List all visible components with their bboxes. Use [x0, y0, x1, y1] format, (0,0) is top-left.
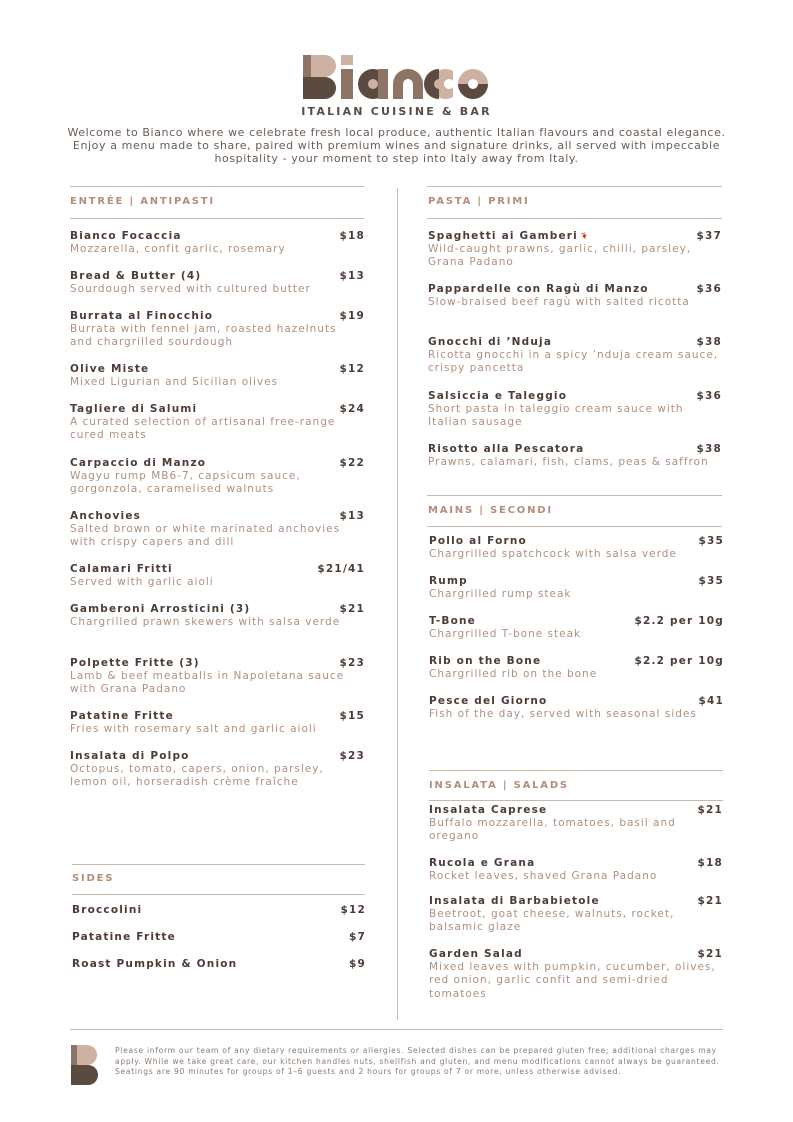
menu-item-name: [428, 443, 724, 456]
menu-item: [428, 283, 724, 309]
menu-item-description: Mixed leaves with pumpkin, cucumber, olives, red onion, garlic confit and semi-dried tomatoes: [429, 961, 716, 1000]
menu-item-name-text: Olive Miste: [70, 363, 150, 375]
menu-item-description: Fish of the day, served with seasonal sides: [429, 708, 697, 720]
menu-item-name-text: Tagliere di Salumi: [70, 403, 198, 415]
menu-item-name: [428, 230, 724, 243]
side-item-price: $12: [340, 904, 366, 916]
sides-rule-bottom: [72, 894, 365, 895]
menu-item-name: [429, 804, 725, 817]
side-item-name: Patatine Fritte: [72, 931, 176, 943]
menu-item: [429, 615, 725, 641]
menu-item-name-text: Garden Salad: [429, 948, 523, 960]
menu-item-name: [70, 403, 370, 416]
menu-item-name-text: Rump: [429, 575, 468, 587]
menu-item-name: [429, 895, 725, 908]
menu-item-price: $21: [339, 603, 365, 615]
menu-item-description: Rocket leaves, shaved Grana Padano: [429, 870, 658, 882]
menu-item-description: Chargrilled rump steak: [429, 588, 572, 600]
menu-item: [70, 750, 370, 790]
side-item-price: $7: [348, 931, 366, 943]
mains-rule-bottom: [427, 526, 722, 527]
side-item-name: Roast Pumpkin & Onion: [72, 958, 238, 970]
menu-item-name: [70, 363, 370, 376]
menu-item-name: [428, 283, 724, 296]
column-divider: [397, 188, 398, 1020]
menu-item-name: [70, 710, 370, 723]
menu-item-name-text: Carpaccio di Manzo: [70, 457, 207, 469]
menu-item: [70, 710, 370, 736]
salads-rule-bottom: [429, 800, 723, 801]
menu-item-name: [70, 310, 370, 323]
menu-item: [70, 310, 370, 350]
menu-item-price: $38: [696, 443, 722, 455]
menu-item-price: $19: [339, 310, 365, 322]
menu-item-description: Octopus, tomato, capers, onion, parsley, lemon oil, horseradish crème fraîche: [70, 763, 324, 789]
menu-item-description: Slow-braised beef ragù with salted ricotta: [428, 296, 690, 308]
menu-item-description: Fries with rosemary salt and garlic aioli: [70, 723, 317, 735]
menu-item-name-text: Polpette Fritte (3): [70, 657, 200, 669]
menu-item-name-text: Gnocchi di ’Nduja: [428, 336, 553, 348]
menu-item-price: $12: [339, 363, 365, 375]
menu-item: [429, 857, 725, 883]
brand-tagline: ITALIAN CUISINE & BAR: [301, 105, 492, 118]
menu-item-price: $18: [339, 230, 365, 242]
menu-item-price: $35: [698, 535, 724, 547]
mains-rule-top: [427, 495, 722, 496]
side-item-name: Broccolini: [72, 904, 143, 916]
menu-item-name-text: Burrata al Finocchio: [70, 310, 214, 322]
menu-item-name-text: Rucola e Grana: [429, 857, 536, 869]
footer-note: Please inform our team of any dietary requirements or allergies. Selected dishes can be prepared gluten free; additional charges may apply. While we take great care, our kitchen handles nuts, shellfish and gluten, and menu modifications cannot always be guaranteed. Seatings are 90 minutes for groups of 1–6 guests and 2 hours for groups of 7 or more, unless otherwise advised.: [115, 1046, 720, 1076]
menu-item-name-text: Rib on the Bone: [429, 655, 542, 667]
footer-rule: [70, 1029, 723, 1030]
menu-item-price: $24: [339, 403, 365, 415]
menu-item-description: Chargrilled prawn skewers with salsa verde: [70, 616, 341, 628]
menu-item-name-text: Anchovies: [70, 510, 142, 522]
menu-item-description: Chargrilled spatchcock with salsa verde: [429, 548, 677, 560]
menu-item-name-text: Risotto alla Pescatora: [428, 443, 585, 455]
menu-item-name: [70, 510, 370, 523]
menu-item-name-text: Salsiccia e Taleggio: [428, 390, 568, 402]
menu-item-name-text: Pollo al Forno: [429, 535, 527, 547]
pasta-rule-bottom: [427, 218, 722, 219]
menu-item-description: Wagyu rump MB6-7, capsicum sauce, gorgonzola, caramelised walnuts: [70, 470, 301, 496]
menu-item-name: [429, 857, 725, 870]
menu-item-name: [70, 457, 370, 470]
sides-rule-top: [72, 864, 365, 865]
menu-item-name-text: Pappardelle con Ragù di Manzo: [428, 283, 649, 295]
menu-item-name-text: Pesce del Giorno: [429, 695, 548, 707]
menu-item-price: $22: [339, 457, 365, 469]
menu-item: [429, 948, 725, 1001]
chili-icon: ❧: [576, 229, 591, 244]
menu-item: [70, 363, 370, 389]
menu-item-price: $15: [339, 710, 365, 722]
antipasti-rule-top: [70, 186, 364, 187]
menu-item-description: Chargrilled T-bone steak: [429, 628, 582, 640]
menu-item: [429, 655, 725, 681]
menu-item-name: [70, 750, 370, 763]
menu-item: [70, 603, 370, 629]
menu-item-price: $21: [697, 895, 723, 907]
menu-item: [428, 390, 724, 430]
menu-item: [70, 457, 370, 497]
menu-item-price: $18: [697, 857, 723, 869]
menu-item-price: $13: [339, 510, 365, 522]
menu-item: [429, 535, 725, 561]
menu-item-name-text: Bread & Butter (4): [70, 270, 202, 282]
menu-item-description: Prawns, calamari, fish, clams, peas & saffron: [428, 456, 709, 468]
menu-item-price: $21: [697, 804, 723, 816]
menu-item-name-text: Bianco Focaccia: [70, 230, 182, 242]
menu-item-description: Short pasta in taleggio cream sauce with Italian sausage: [428, 403, 684, 429]
menu-item: [429, 695, 725, 721]
menu-item-description: A curated selection of artisanal free-range cured meats: [70, 416, 336, 442]
menu-item-name: [70, 270, 370, 283]
salads-rule-top: [429, 770, 723, 771]
menu-item-price: $21: [697, 948, 723, 960]
menu-item-name: [428, 390, 724, 403]
menu-item: [70, 657, 370, 697]
antipasti-rule-bottom: [70, 218, 364, 219]
menu-item: [429, 575, 725, 601]
menu-item-description: Ricotta gnocchi in a spicy ’nduja cream sauce, crispy pancetta: [428, 349, 719, 375]
bianco-monogram-icon: [71, 1045, 99, 1085]
menu-item-name: [70, 230, 370, 243]
bianco-logo: [303, 55, 493, 99]
mains-title: MAINS | SECONDI: [428, 505, 553, 516]
menu-item-price: $2.2 per 10g: [634, 655, 724, 667]
menu-item-name-text: Gamberoni Arrosticini (3): [70, 603, 251, 615]
menu-item-name-text: Patatine Fritte: [70, 710, 174, 722]
menu-item-description: Chargrilled rib on the bone: [429, 668, 598, 680]
menu-item-name: [429, 535, 725, 548]
menu-item: [70, 563, 370, 589]
side-item-price: $9: [348, 958, 366, 970]
menu-item: [70, 230, 370, 256]
menu-item: [428, 443, 724, 469]
menu-item-name-text: Insalata di Polpo: [70, 750, 190, 762]
menu-item-description: Mixed Ligurian and Sicilian olives: [70, 376, 279, 388]
menu-item-name: [70, 657, 370, 670]
menu-item-name: [429, 575, 725, 588]
menu-item-name-text: T-Bone: [429, 615, 476, 627]
menu-item-price: $36: [696, 390, 722, 402]
antipasti-title: ENTRÉE | ANTIPASTI: [70, 196, 215, 207]
menu-item: [70, 510, 370, 550]
menu-item-name-text: Calamari Fritti: [70, 563, 173, 575]
menu-item: [428, 336, 724, 376]
pasta-rule-top: [427, 186, 722, 187]
menu-item: [70, 270, 370, 296]
menu-item-description: Sourdough served with cultured butter: [70, 283, 311, 295]
menu-item-price: $2.2 per 10g: [634, 615, 724, 627]
menu-item-price: $23: [339, 657, 365, 669]
menu-item-name: [428, 336, 724, 349]
menu-item-description: Wild-caught prawns, garlic, chilli, parsley, Grana Padano: [428, 243, 692, 269]
menu-item-description: Salted brown or white marinated anchovies with crispy capers and dill: [70, 523, 341, 549]
menu-item-name: [70, 603, 370, 616]
menu-item-price: $37: [696, 230, 722, 242]
menu-item-name-text: Insalata di Barbabietole: [429, 895, 600, 907]
salads-title: INSALATA | SALADS: [429, 780, 569, 791]
menu-item-description: Buffalo mozzarella, tomatoes, basil and oregano: [429, 817, 676, 843]
pasta-title: PASTA | PRIMI: [428, 196, 530, 207]
menu-item-name: [429, 695, 725, 708]
menu-item-description: Mozzarella, confit garlic, rosemary: [70, 243, 286, 255]
menu-item-name: [429, 948, 725, 961]
menu-item: [428, 230, 724, 270]
menu-item-price: $41: [698, 695, 724, 707]
menu-item-description: Lamb & beef meatballs in Napoletana sauce with Grana Padano: [70, 670, 345, 696]
menu-item-price: $38: [696, 336, 722, 348]
menu-item-price: $36: [696, 283, 722, 295]
menu-item: [429, 895, 725, 935]
menu-item-price: $35: [698, 575, 724, 587]
intro-text: Welcome to Bianco where we celebrate fresh local produce, authentic Italian flavours and coastal elegance. Enjoy a menu made to share, paired with premium wines and signature drinks, all served with impeccable hospitality - your moment to step into Italy away from Italy.: [67, 126, 726, 165]
menu-item-description: Beetroot, goat cheese, walnuts, rocket, balsamic glaze: [429, 908, 675, 934]
menu-item-price: $13: [339, 270, 365, 282]
menu-item-description: Served with garlic aioli: [70, 576, 214, 588]
menu-item: [429, 804, 725, 844]
menu-item: [70, 403, 370, 443]
menu-item-name-text: Spaghetti ai Gamberi: [428, 230, 578, 242]
menu-item-price: $23: [339, 750, 365, 762]
sides-title: SIDES: [72, 873, 115, 884]
menu-item-price: $21/41: [317, 563, 365, 575]
menu-item-description: Burrata with fennel jam, roasted hazelnuts and chargrilled sourdough: [70, 323, 337, 349]
menu-item-name-text: Insalata Caprese: [429, 804, 548, 816]
